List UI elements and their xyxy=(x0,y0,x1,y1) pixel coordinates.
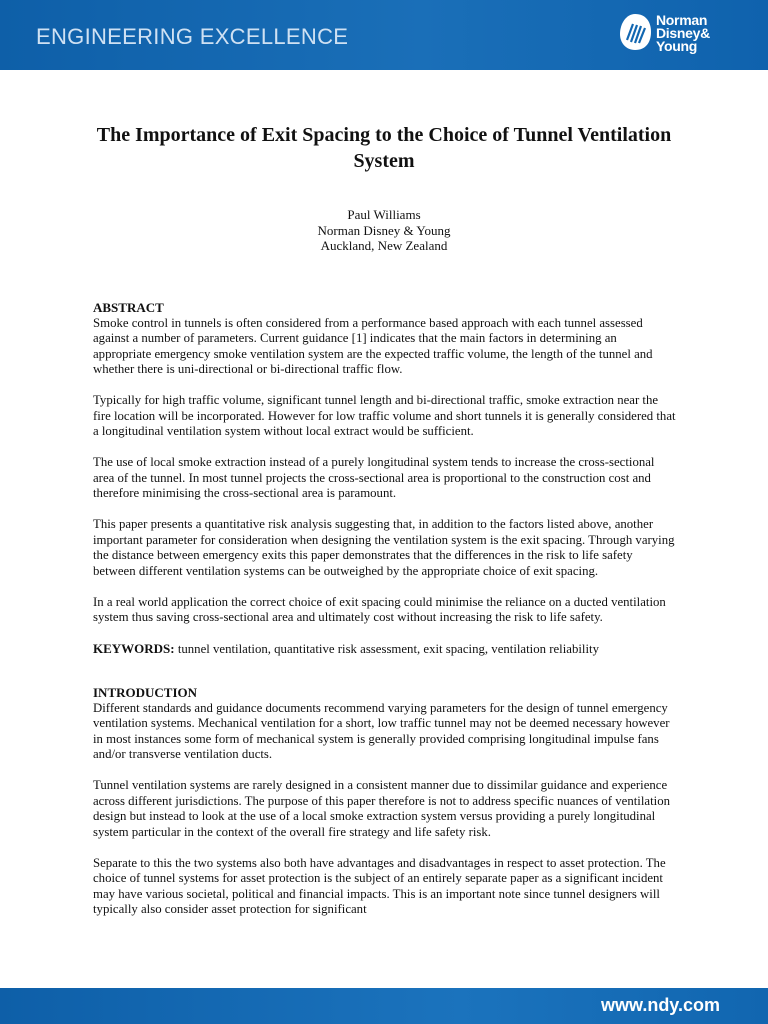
intro-paragraph: Tunnel ventilation systems are rarely designed in a consistent manner due to dissimilar guidance and experience across different jurisdictions. The purpose of this paper therefore is not to address specific nuances of ventilation design but instead to look at the use of a local smoke extraction system versus providing a purely longitudinal system particular in the context of the overall fire strategy and life safety risk. xyxy=(93,778,670,839)
abstract-paragraph: Smoke control in tunnels is often considered from a performance based approach with each tunnel assessed against a number of parameters. Current guidance [1] indicates that the main factors in determining an appropriate emergency smoke ventilation system are the expected traffic volume, the length of the tunnel and whether there is uni-directional or bi-directional traffic flow. xyxy=(93,315,653,376)
abstract-heading: ABSTRACT xyxy=(93,300,164,315)
keywords-line xyxy=(93,641,677,658)
ndy-logo xyxy=(618,12,758,60)
logo-line: Disney& xyxy=(656,25,710,41)
logo-line: Norman xyxy=(656,12,708,28)
introduction-heading: INTRODUCTION xyxy=(93,685,198,700)
author-affiliation: Norman Disney & Young xyxy=(317,222,451,238)
abstract-paragraph: This paper presents a quantitative risk analysis suggesting that, in addition to the factors listed above, another important parameter for consideration when designing the ventilation system is the exit spacing. Through varying the distance between emergency exits this paper demonstrates that the differences in the risk to life safety between different ventilation systems can be outweighed by the appropriate choice of exit spacing. xyxy=(93,517,675,578)
paper-body xyxy=(93,300,677,933)
keywords-label: KEYWORDS: xyxy=(93,641,175,656)
footer-url[interactable]: www.ndy.com xyxy=(600,995,720,1015)
page-footer xyxy=(0,988,768,1024)
keywords-text: tunnel ventilation, quantitative risk assessment, exit spacing, ventilation reliability xyxy=(177,642,599,656)
abstract-paragraph: In a real world application the correct choice of exit spacing could minimise the reliance on a ducted ventilation system thus saving cross-sectional area and ultimately cost without increasing the risk to life safety. xyxy=(93,594,666,624)
logo-wordmark xyxy=(656,14,710,53)
abstract-paragraph: Typically for high traffic volume, significant tunnel length and bi-directional traffic, smoke extraction near the fire location will be incorporated. However for low traffic volume and short tunnels it is generally considered that a longitudinal ventilation system without local extract would be sufficient. xyxy=(93,393,676,438)
intro-paragraph: Different standards and guidance documents recommend varying parameters for the design of tunnel emergency ventilation systems. Mechanical ventilation for a short, low traffic tunnel may not be deemed necessary however in most instances some form of mechanical system is generally provided comprising longitudinal impulse fans and/or transverse ventilation ducts. xyxy=(93,700,670,761)
author-block xyxy=(184,207,584,254)
header-tagline: ENGINEERING EXCELLENCE xyxy=(36,24,349,49)
abstract-paragraph: The use of local smoke extraction instead of a purely longitudinal system tends to increase the cross-sectional area of the tunnel. In most tunnel projects the cross-sectional area is proportional to the construction cost and therefore minimising the cross-sectional area is paramount. xyxy=(93,455,655,500)
logo-line: Young xyxy=(656,38,698,54)
author-name: Paul Williams xyxy=(347,207,421,222)
author-location: Auckland, New Zealand xyxy=(320,238,448,253)
intro-paragraph: Separate to this the two systems also both have advantages and disadvantages in respect to asset protection. The choice of tunnel systems for asset protection is the subject of an entirely separate paper as a significant incident may have various societal, political and financial impacts. This is an important note since tunnel designers will typically also consider asset protection for significant xyxy=(93,855,666,916)
paper-title: The Importance of Exit Spacing to the Choice of Tunnel Ventilation System xyxy=(96,124,672,172)
ndy-logo-icon xyxy=(618,12,652,52)
page-header xyxy=(0,0,768,70)
